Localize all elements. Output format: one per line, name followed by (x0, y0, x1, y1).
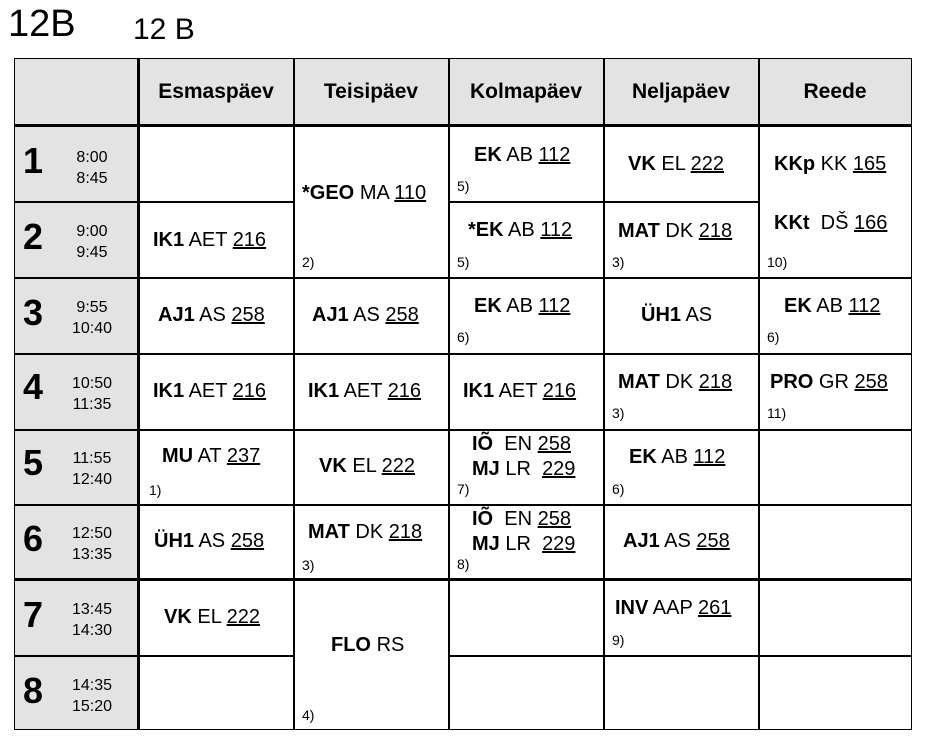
lesson-entry: MJ LR 229 (472, 458, 576, 480)
period-number: 5 (23, 442, 44, 483)
grid-line (604, 277, 759, 279)
grid-line (15, 277, 138, 279)
grid-line (604, 429, 759, 431)
lesson-entry: EK AB 112 (629, 446, 726, 468)
footnote-ref: 8) (457, 556, 470, 572)
footnote-ref: 2) (302, 254, 315, 270)
lesson-entry: FLO RS (331, 634, 405, 656)
grid-line (604, 578, 759, 581)
lesson-entry: MAT DK 218 (618, 220, 733, 242)
lesson-entry: *EK AB 112 (468, 219, 573, 241)
period-time: 8:00 8:45 (76, 149, 108, 187)
footnote-ref: 6) (457, 329, 470, 345)
lesson-entry: INV AAP 261 (615, 597, 732, 619)
grid-line (603, 59, 605, 729)
period-time: 9:55 10:40 (71, 299, 113, 337)
footnote-ref: 9) (612, 632, 625, 648)
grid-line (294, 578, 449, 581)
period-time: 14:35 15:20 (71, 677, 113, 715)
footnote-ref: 10) (767, 254, 788, 270)
grid-line (604, 201, 759, 203)
grid-line (137, 59, 140, 729)
period-time: 13:45 14:30 (71, 601, 113, 639)
footnote-ref: 6) (767, 329, 780, 345)
lesson-entry: IK1 AET 216 (153, 229, 267, 251)
period-number: 2 (23, 216, 44, 257)
grid-line (15, 353, 138, 355)
lesson-entry: MJ LR 229 (472, 533, 576, 555)
grid-line (15, 429, 138, 431)
period-number: 1 (23, 140, 44, 181)
grid-line (294, 429, 449, 431)
class-name-subtitle: 12 B (133, 13, 195, 46)
day-header-thursday: Neljapäev (631, 80, 731, 103)
grid-line (448, 59, 450, 729)
grid-line (15, 124, 911, 127)
grid-line (604, 353, 759, 355)
grid-line (138, 429, 294, 431)
grid-line (759, 655, 911, 657)
lesson-entry: IÕ EN 258 (472, 433, 571, 455)
grid-line (449, 201, 604, 203)
footnote-ref: 11) (767, 405, 787, 421)
footnote-ref: 3) (302, 557, 315, 573)
grid-line (604, 504, 759, 506)
grid-line (759, 429, 911, 431)
footnote-ref: 5) (457, 254, 470, 270)
grid-line (138, 655, 294, 657)
lesson-entry: EK AB 112 (474, 144, 571, 166)
grid-line (449, 353, 604, 355)
lesson-entry: AJ1 AS 258 (623, 530, 730, 552)
footnote-ref: 3) (612, 405, 625, 421)
grid-line (293, 59, 295, 729)
footnote-ref: 4) (302, 707, 315, 723)
day-header-monday: Esmaspäev (158, 80, 274, 103)
class-code-title: 12B (8, 3, 76, 45)
lesson-entry: MAT DK 218 (618, 371, 733, 393)
lesson-entry: MU AT 237 (162, 445, 261, 467)
period-time: 11:55 12:40 (71, 450, 113, 488)
lesson-entry: ÜH1 AS 258 (154, 530, 265, 552)
grid-line (449, 578, 604, 581)
lesson-entry: MAT DK 218 (308, 521, 423, 543)
lesson-entry: VK EL 222 (319, 455, 416, 477)
footnote-ref: 1) (149, 482, 162, 498)
grid-line (138, 277, 294, 279)
lesson-entry: VK EL 222 (164, 606, 261, 628)
grid-line (759, 353, 911, 355)
grid-line (759, 277, 911, 279)
lesson-entry: AJ1 AS 258 (158, 304, 265, 326)
day-header-tuesday: Teisipäev (323, 80, 419, 103)
footnote-ref: 3) (612, 254, 625, 270)
grid-line (449, 504, 604, 506)
grid-line (759, 504, 911, 506)
lesson-entry: VK EL 222 (628, 153, 725, 175)
lesson-entry: EK AB 112 (474, 295, 571, 317)
grid-line (15, 578, 138, 581)
grid-line (15, 655, 138, 657)
day-header-wednesday: Kolmapäev (469, 80, 583, 103)
period-time: 10:50 11:35 (71, 375, 113, 413)
grid-line (294, 277, 449, 279)
period-time: 12:50 13:35 (71, 525, 113, 563)
lesson-entry: IK1 AET 216 (308, 380, 422, 402)
grid-line (758, 59, 760, 729)
footnote-ref: 6) (612, 481, 625, 497)
day-header-friday: Reede (803, 80, 867, 103)
period-number: 8 (23, 670, 44, 711)
timetable-grid (14, 58, 912, 730)
grid-line (449, 655, 604, 657)
grid-line (294, 353, 449, 355)
lesson-entry: EK AB 112 (784, 295, 881, 317)
lesson-entry: IK1 AET 216 (463, 380, 577, 402)
lesson-entry: KKp KK 165 (774, 153, 887, 175)
lesson-entry: PRO GR 258 (770, 371, 888, 393)
period-number: 7 (23, 594, 44, 635)
grid-line (449, 429, 604, 431)
footnote-ref: 7) (457, 481, 470, 497)
grid-line (294, 504, 449, 506)
grid-line (759, 578, 911, 581)
grid-line (15, 504, 138, 506)
period-number: 4 (23, 366, 44, 407)
footnote-ref: 5) (457, 178, 470, 194)
grid-line (138, 504, 294, 506)
grid-line (15, 201, 138, 203)
lesson-entry: AJ1 AS 258 (312, 304, 419, 326)
lesson-entry: ÜH1 AS (641, 304, 713, 326)
grid-line (138, 201, 294, 203)
period-time: 9:00 9:45 (76, 223, 108, 261)
lesson-entry: KKt DŠ 166 (774, 212, 888, 234)
grid-line (604, 655, 759, 657)
lesson-entry: *GEO MA 110 (302, 182, 427, 204)
lesson-entry: IÕ EN 258 (472, 508, 571, 530)
grid-line (138, 353, 294, 355)
period-number: 6 (23, 518, 44, 559)
period-number: 3 (23, 292, 44, 333)
grid-line (138, 578, 294, 581)
lesson-entry: IK1 AET 216 (153, 380, 267, 402)
grid-line (449, 277, 604, 279)
